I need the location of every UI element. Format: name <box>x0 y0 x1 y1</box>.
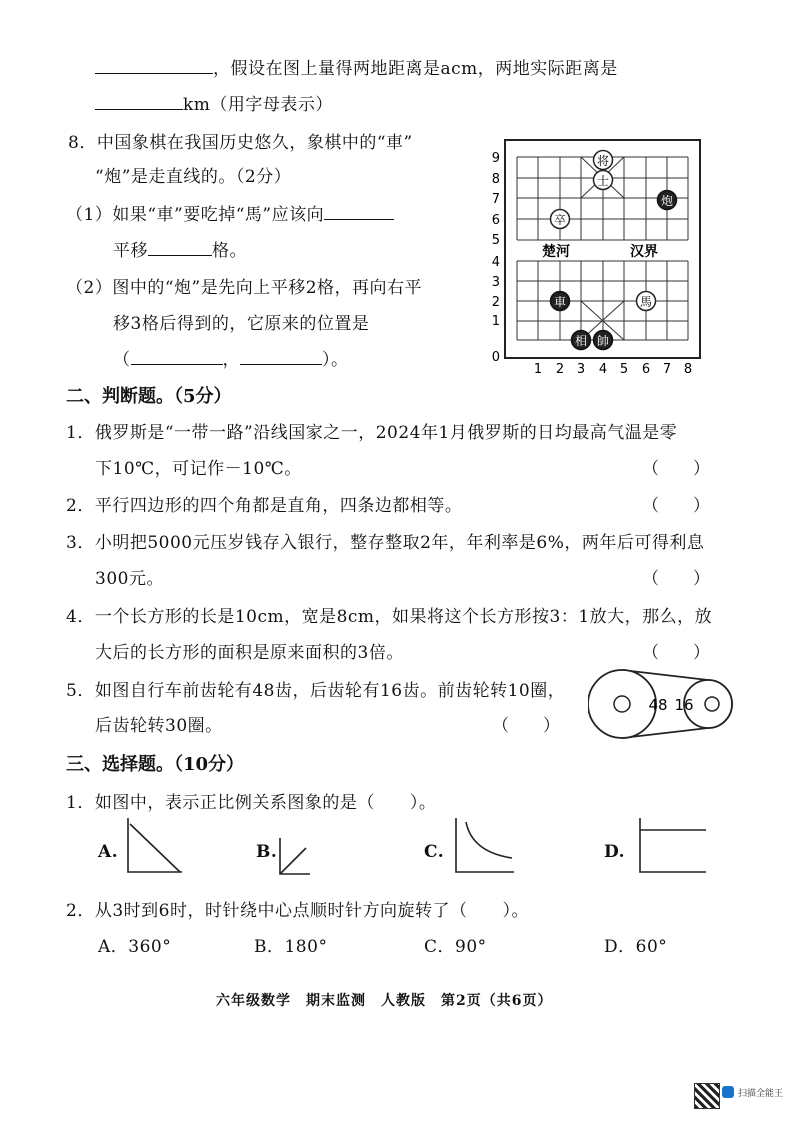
s3-q2-line: 2．从3时到6时，时针绕中心点顺时针方向旋转了（ ）。 <box>66 901 529 921</box>
y-tick: 0 <box>491 350 500 365</box>
piece-ma-label: 馬 <box>639 295 653 309</box>
piece-ma <box>637 292 656 311</box>
q8-part2-line-2: 移3格后得到的，它原来的位置是 <box>113 314 370 334</box>
x-tick: 1 <box>533 362 543 377</box>
piece-bottom-2 <box>594 331 613 350</box>
river-left-label: 楚河 <box>542 244 570 260</box>
y-tick: 1 <box>491 314 500 329</box>
s3-q2-option-a[interactable]: A．360° <box>98 937 172 957</box>
piece-bottom-2-label: 帥 <box>596 334 610 348</box>
q8-part1-move-text: 平移 <box>113 241 148 261</box>
y-tick: 6 <box>491 213 500 228</box>
s3-q2-option-b[interactable]: B．180° <box>254 937 328 957</box>
s3-q2-option-c[interactable]: C．90° <box>424 937 487 957</box>
board-grid-lower <box>517 261 688 340</box>
y-tick: 7 <box>491 192 500 207</box>
piece-pao <box>658 191 677 210</box>
s2-q3-line-1: 3．小明把5000元压岁钱存入银行，整存整取2年，年利率是6%，两年后可得利息 <box>66 533 705 553</box>
s3-q1-option-c-label[interactable]: C. <box>424 842 445 862</box>
x-tick: 7 <box>662 362 672 377</box>
piece-shi-label: 士 <box>596 174 610 188</box>
s3-q2-option-d[interactable]: D．60° <box>604 937 668 957</box>
y-tick: 2 <box>491 295 500 310</box>
piece-zu-label: 卒 <box>553 213 567 227</box>
paren-open: （ <box>113 350 131 370</box>
y-tick: 4 <box>491 255 500 270</box>
option-d-graph[interactable] <box>636 816 708 876</box>
s3-q1-option-a-label[interactable]: A. <box>98 842 119 862</box>
section-3-title: 三、选择题。（10分） <box>66 754 245 775</box>
paren-close: ）。 <box>322 350 349 370</box>
s2-q4-answer[interactable]: （ ） <box>642 643 710 663</box>
piece-jiang-label: 将 <box>596 154 610 168</box>
piece-che <box>551 292 570 311</box>
back-gear-hub <box>705 697 719 711</box>
q8-part2-line-1: （2）图中的“炮”是先向上平移2格，再向右平 <box>66 278 423 298</box>
top-line-2 <box>95 90 333 115</box>
watermark-text: 扫描全能王 <box>738 1089 784 1099</box>
x-tick: 4 <box>598 362 608 377</box>
scanner-app-icon <box>722 1086 734 1098</box>
top-line-1 <box>95 54 618 79</box>
x-tick: 8 <box>683 362 693 377</box>
s2-q5-line-2: 后齿轮转30圈。 <box>95 716 223 736</box>
y-axis-ticks <box>492 151 500 365</box>
qr-code-icon <box>694 1083 720 1109</box>
x-tick: 5 <box>619 362 629 377</box>
q8-part2-line-3 <box>113 345 349 370</box>
piece-zu <box>551 210 570 229</box>
option-a-graph[interactable] <box>124 816 186 876</box>
chess-board-figure <box>480 130 710 378</box>
y-tick: 9 <box>491 151 500 166</box>
x-tick: 6 <box>641 362 651 377</box>
bicycle-gears-figure <box>588 666 738 744</box>
x-axis-ticks <box>534 362 692 377</box>
piece-pao-label: 炮 <box>660 194 674 208</box>
option-b-graph[interactable] <box>276 836 312 878</box>
top-line-2-text: km（用字母表示） <box>183 95 333 115</box>
piece-che-label: 車 <box>553 295 567 309</box>
s2-q2-line: 2．平行四边形的四个角都是直角，四条边都相等。 <box>66 496 463 516</box>
piece-shi <box>594 171 613 190</box>
piece-bottom-1-label: 相 <box>574 334 588 348</box>
q8-part1-line-1 <box>66 200 394 225</box>
answer-blank-x[interactable] <box>131 348 223 365</box>
s2-q1-line-1: 1．俄罗斯是“一带一路”沿线国家之一，2024年1月俄罗斯的日均最高气温是零 <box>66 423 678 443</box>
x-tick: 2 <box>555 362 565 377</box>
top-line-1-text: ，假设在图上量得两地距离是acm，两地实际距离是 <box>213 59 618 79</box>
s2-q5-answer[interactable]: （ ） <box>492 716 560 736</box>
answer-blank[interactable] <box>324 203 394 220</box>
option-c-graph[interactable] <box>452 816 518 876</box>
answer-blank[interactable] <box>95 57 213 74</box>
q8-part1-text: （1）如果“車”要吃掉“馬”应该向 <box>66 205 325 225</box>
s2-q2-answer[interactable]: （ ） <box>642 496 710 516</box>
s2-q4-line-1: 4．一个长方形的长是10cm，宽是8cm，如果将这个长方形按3：1放大，那么，放 <box>66 607 713 627</box>
q8-part1-line-2 <box>113 236 247 261</box>
answer-blank-y[interactable] <box>240 348 322 365</box>
answer-blank[interactable] <box>148 239 212 256</box>
front-gear-teeth-label: 48 <box>648 696 668 714</box>
s2-q4-line-2: 大后的长方形的面积是原来面积的3倍。 <box>95 643 404 663</box>
piece-jiang <box>594 151 613 170</box>
section-2-title: 二、判断题。（5分） <box>66 386 232 407</box>
back-gear-teeth-label: 16 <box>674 696 694 714</box>
answer-blank[interactable] <box>95 93 183 110</box>
s2-q3-answer[interactable]: （ ） <box>642 569 710 589</box>
s2-q3-line-2: 300元。 <box>95 569 164 589</box>
y-tick: 5 <box>491 233 500 248</box>
s3-q1-option-b-label[interactable]: B. <box>256 842 278 862</box>
q8-part1-grid-text: 格。 <box>212 241 247 261</box>
piece-bottom-1 <box>572 331 591 350</box>
y-tick: 8 <box>491 172 500 187</box>
comma: ， <box>222 350 240 370</box>
s3-q1-option-d-label[interactable]: D. <box>604 842 626 862</box>
s2-q1-line-2: 下10℃，可记作－10℃。 <box>95 459 302 479</box>
q8-line-1: 8．中国象棋在我国历史悠久，象棋中的“車” <box>68 133 413 153</box>
s3-q1-line: 1．如图中，表示正比例关系图象的是（ ）。 <box>66 793 437 813</box>
page-footer: 六年级数学 期末监测 人教版 第2页（共6页） <box>216 993 553 1009</box>
s2-q1-answer[interactable]: （ ） <box>642 459 710 479</box>
q8-line-2: “炮”是走直线的。（2分） <box>95 167 292 187</box>
river-right-label: 汉界 <box>630 244 658 260</box>
s2-q5-line-1: 5．如图自行车前齿轮有48齿，后齿轮有16齿。前齿轮转10圈， <box>66 681 566 701</box>
x-tick: 3 <box>576 362 586 377</box>
y-tick: 3 <box>491 275 500 290</box>
front-gear-hub <box>614 696 630 712</box>
